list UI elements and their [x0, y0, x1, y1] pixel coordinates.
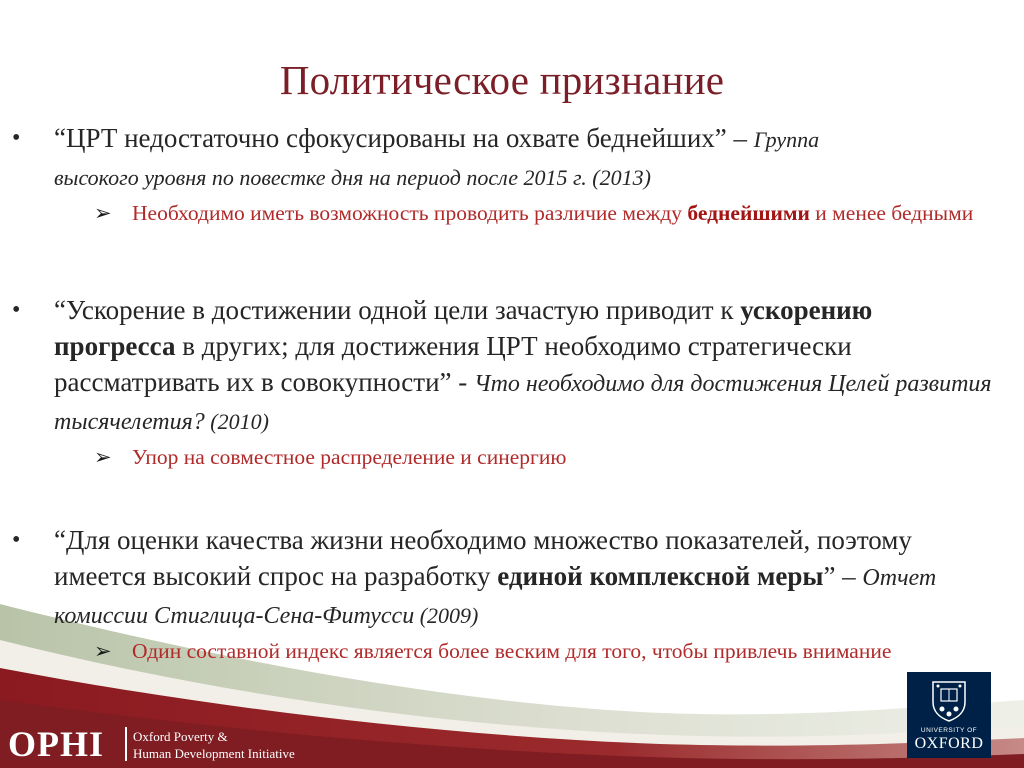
source-year: (2009) [414, 603, 479, 628]
oxford-name-label: OXFORD [914, 735, 984, 752]
bullet-dot-icon: • [12, 125, 21, 151]
oxford-crest-icon [931, 680, 967, 722]
quote-text: “Для оценки качества жизни необходимо множество показателей, поэтому имеется высокий спрос на разработку [54, 525, 912, 591]
ophi-name-line2: Human Development Initiative [133, 746, 295, 761]
sub-text: Упор на совместное распределение и синергию [132, 445, 567, 469]
sub-bold-text: беднейшими [687, 201, 810, 225]
bullet-dot-icon: • [12, 297, 21, 323]
bullet-2 [10, 292, 1000, 473]
source-year: 2015 г. (2013) [523, 165, 651, 190]
quote-text: “ЦРТ недостаточно сфокусированы на охвате беднейших” – [54, 123, 754, 153]
arrow-bullet-icon: ➢ [94, 201, 112, 225]
sub-bullet-3 [10, 636, 1000, 667]
quote-text: ” – [823, 561, 863, 591]
quote-bold-text: единой комплексной меры [497, 561, 824, 591]
sub-bullet-1 [10, 198, 1000, 229]
bullet-1-text [10, 120, 1000, 196]
arrow-bullet-icon: ➢ [94, 445, 112, 469]
bullet-dot-icon: • [12, 527, 21, 553]
quote-bold-text: ускорению прогресса [54, 295, 873, 361]
sub-text: Один составной индекс является более веским для того, чтобы привлечь внимание [132, 639, 892, 663]
source-text: высокого уровня по повестке дня на период после [54, 165, 524, 190]
source-text: Отчет комиссии Стиглица-Сена-Фитусси [54, 565, 937, 629]
arrow-bullet-icon: ➢ [94, 639, 112, 663]
sub-text: и менее бедными [809, 201, 974, 225]
bullet-2-text [10, 292, 1000, 440]
quote-text: “Ускорение в достижении одной цели зачастую приводит к [54, 295, 741, 325]
sub-bullet-2 [10, 442, 1000, 473]
source-year: (2010) [204, 409, 269, 434]
ophi-logo: OPHI [8, 724, 105, 764]
bullet-3-text [10, 522, 1000, 634]
source-text: Группа [753, 127, 820, 152]
ophi-name [133, 728, 295, 762]
bullet-1 [10, 120, 1000, 229]
quote-text: в других; для достижения ЦРТ необходимо стратегически рассматривать их в совокупности” - [54, 331, 852, 397]
ophi-name-line1: Oxford Poverty & [133, 729, 228, 744]
oxford-logo [907, 672, 991, 758]
logo-divider [125, 727, 127, 761]
bullet-3 [10, 522, 1000, 667]
sub-text: Необходимо иметь возможность проводить различие между [132, 201, 688, 225]
slide-title: Политическое признание [279, 57, 725, 103]
source-text: Что необходимо для достижения Целей развития тысячелетия? [54, 371, 992, 435]
oxford-university-label: UNIVERSITY OF [920, 727, 978, 734]
